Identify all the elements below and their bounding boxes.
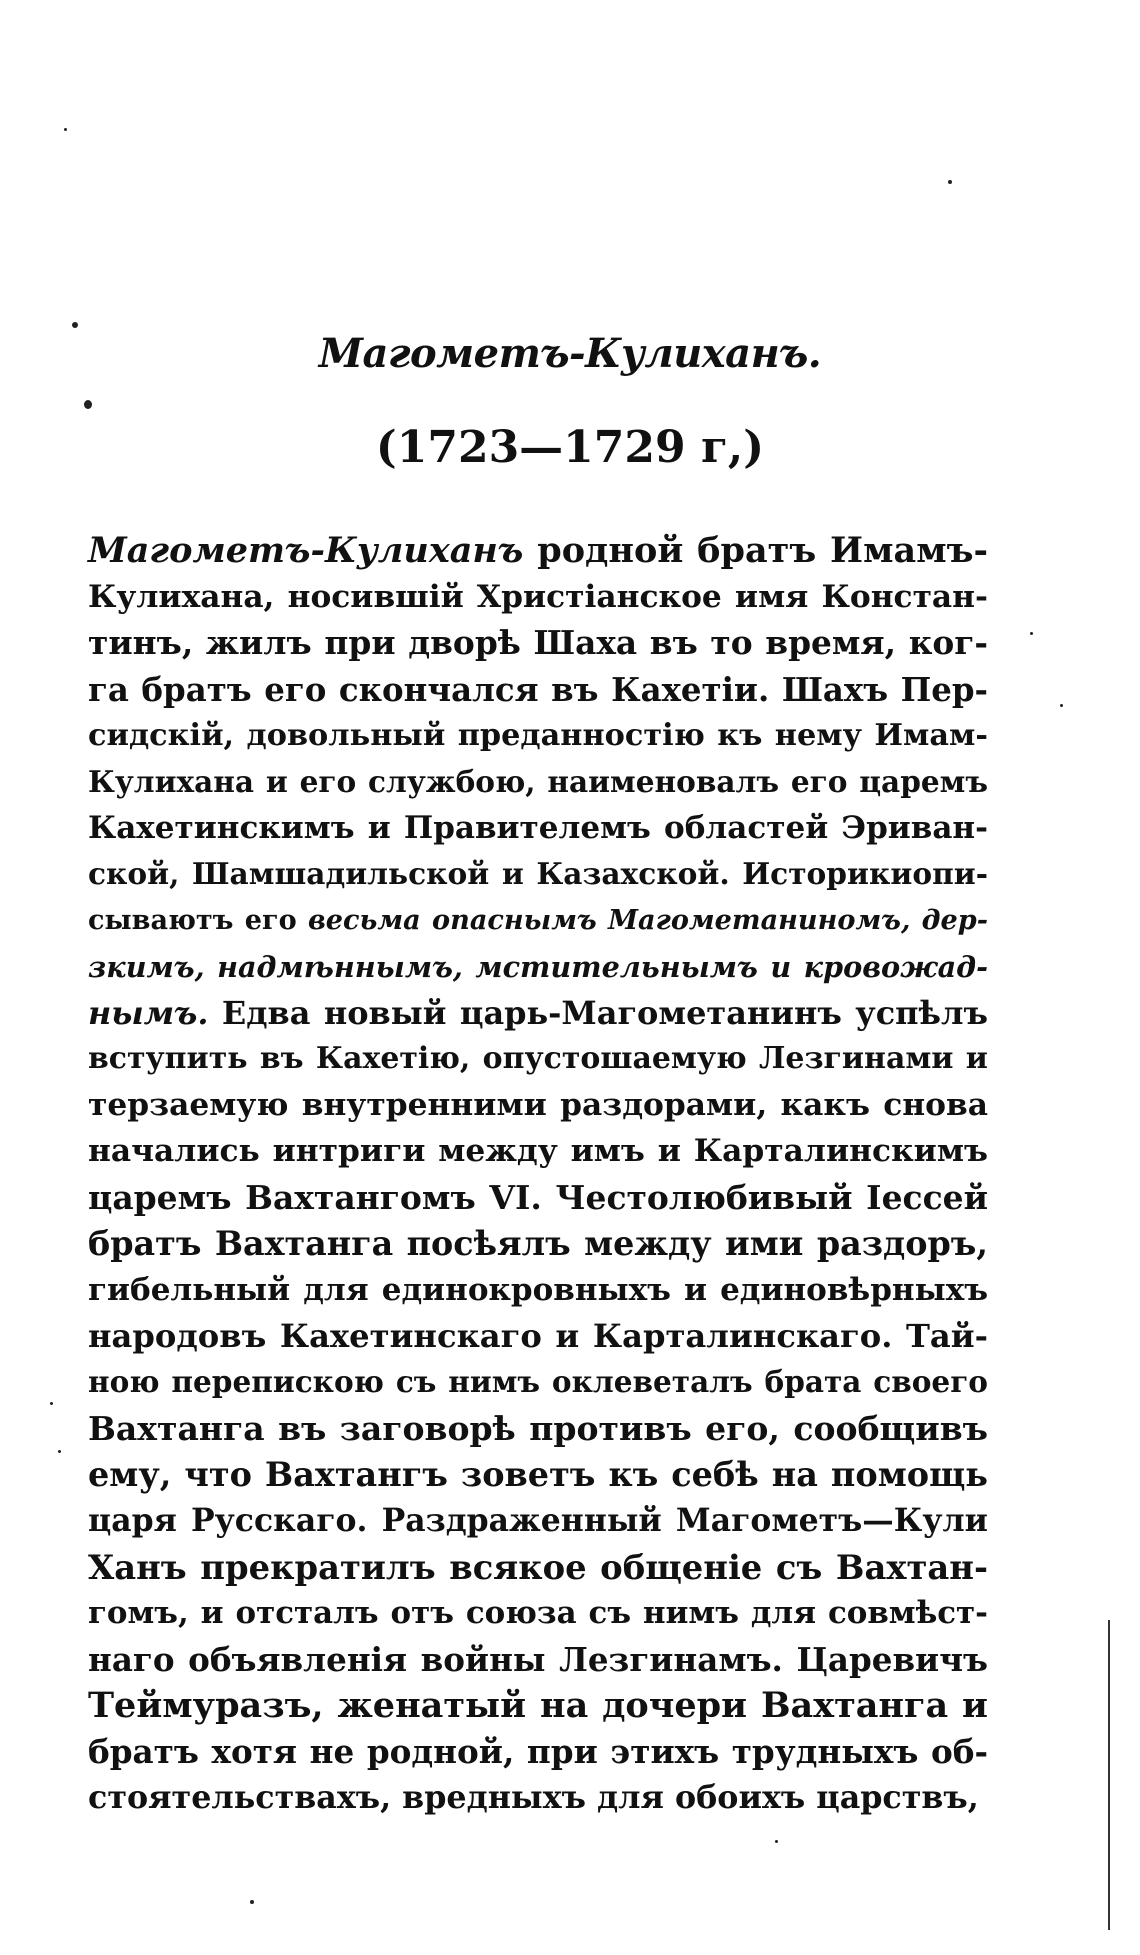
text-segment: царя Русскаго. Раздраженный Магометъ—Кули	[88, 1501, 988, 1539]
scan-speck	[775, 1840, 778, 1843]
text-segment: народовъ Кахетинскаго и Карталинскаго. Тай-	[88, 1317, 988, 1356]
text-line	[88, 1544, 988, 1590]
scan-speck	[58, 1450, 61, 1453]
text-line	[88, 1683, 988, 1729]
text-segment: ною перепискою съ нимъ оклеветалъ брата своего	[88, 1364, 988, 1400]
text-line	[88, 1498, 988, 1544]
text-line	[88, 898, 988, 944]
scan-speck	[72, 322, 78, 328]
text-segment: стоятельствахъ, вредныхъ для обоихъ царствъ,	[88, 1779, 979, 1817]
body-text	[88, 528, 988, 1821]
text-segment: наго объявленія войны Лезгинамъ. Царевичъ	[88, 1639, 988, 1679]
italic-text-segment: нымъ.	[88, 993, 209, 1032]
text-segment: сидскій, довольный преданностію къ нему Имам-	[88, 717, 988, 753]
italic-text-segment: весьма опаснымъ Магометаниномъ, дер-	[307, 904, 988, 936]
text-segment: гибельный для единокровныхъ и единовѣрныхъ	[88, 1272, 988, 1308]
text-line	[88, 1313, 988, 1359]
italic-text-segment: зкимъ, надмѣннымъ, мстительнымъ и кровожад-	[88, 949, 988, 984]
text-line	[88, 759, 988, 805]
text-segment: Кахетинскимъ и Правителемъ областей Эриван-	[88, 810, 988, 847]
italic-text-segment: Магометъ-Кулиханъ	[88, 530, 524, 571]
text-line	[88, 990, 988, 1036]
text-line	[88, 1221, 988, 1267]
text-line	[88, 1082, 988, 1128]
text-segment: царемъ Вахтангомъ VI. Честолюбивый Іессей	[88, 1177, 988, 1217]
scan-speck	[64, 128, 67, 131]
scan-speck	[948, 180, 952, 184]
text-line	[88, 1359, 988, 1405]
text-line	[88, 620, 988, 666]
text-segment: Едва новый царь-Магометанинъ успѣлъ	[208, 993, 988, 1032]
text-segment: братъ Вахтанга посѣялъ между ими раздоръ,	[88, 1223, 988, 1263]
text-segment: Кулихана и его службою, наименовалъ его царемъ	[88, 763, 988, 799]
text-line	[88, 944, 988, 990]
text-line	[88, 667, 988, 713]
page-edge-line	[1108, 1620, 1110, 1930]
text-line	[88, 1175, 988, 1221]
chapter-title: Магометъ-Кулиханъ.	[318, 330, 822, 377]
text-segment: тинъ, жилъ при дворѣ Шаха въ то время, ког-	[88, 623, 988, 663]
scan-speck	[84, 400, 92, 409]
text-segment: га братъ его скончался въ Кахетіи. Шахъ Пер-	[88, 670, 988, 709]
text-segment: Вахтанга въ заговорѣ противъ его, сообщивъ	[88, 1408, 988, 1448]
text-segment: терзаемую внутренними раздорами, какъ снова	[88, 1087, 988, 1124]
scan-speck	[1030, 632, 1033, 635]
scan-speck	[1060, 704, 1063, 707]
scan-speck	[250, 1900, 254, 1904]
text-segment: ской, Шамшадильской и Казахской. Историкиопи-	[88, 856, 988, 892]
text-segment: родной братъ Имамъ-	[523, 530, 988, 571]
text-line	[88, 851, 988, 897]
text-segment: гомъ, и отсталъ отъ союза съ нимъ для совмѣст-	[88, 1595, 988, 1632]
text-line	[88, 528, 988, 574]
text-line	[88, 805, 988, 851]
text-segment: Ханъ прекратилъ всякое общеніе съ Вахтан-	[88, 1547, 988, 1588]
text-line	[88, 1267, 988, 1313]
text-line	[88, 1128, 988, 1174]
chapter-dates: (1723—1729 г,)	[375, 422, 765, 473]
text-segment: братъ хотя не родной, при этихъ трудныхъ об-	[88, 1731, 988, 1771]
text-line	[88, 1729, 988, 1775]
text-segment: Кулихана, носившій Христіанское имя Констан-	[88, 579, 988, 616]
text-line	[88, 1036, 988, 1082]
text-segment: сываютъ его	[88, 904, 308, 936]
text-segment: вступить въ Кахетію, опустошаемую Лезгинами и	[88, 1041, 988, 1077]
text-line	[88, 1637, 988, 1683]
text-line	[88, 1452, 988, 1498]
text-line	[88, 1590, 988, 1636]
text-line	[88, 1406, 988, 1452]
text-segment: ему, что Вахтангъ зоветъ къ себѣ на помощь	[88, 1454, 988, 1494]
text-segment: Теймуразъ, женатый на дочери Вахтанга и	[88, 1684, 988, 1726]
text-line	[88, 574, 988, 620]
text-line	[88, 713, 988, 759]
text-segment: начались интриги между имъ и Карталинскимъ	[88, 1133, 988, 1170]
scan-speck	[50, 1402, 53, 1405]
text-line	[88, 1775, 988, 1821]
